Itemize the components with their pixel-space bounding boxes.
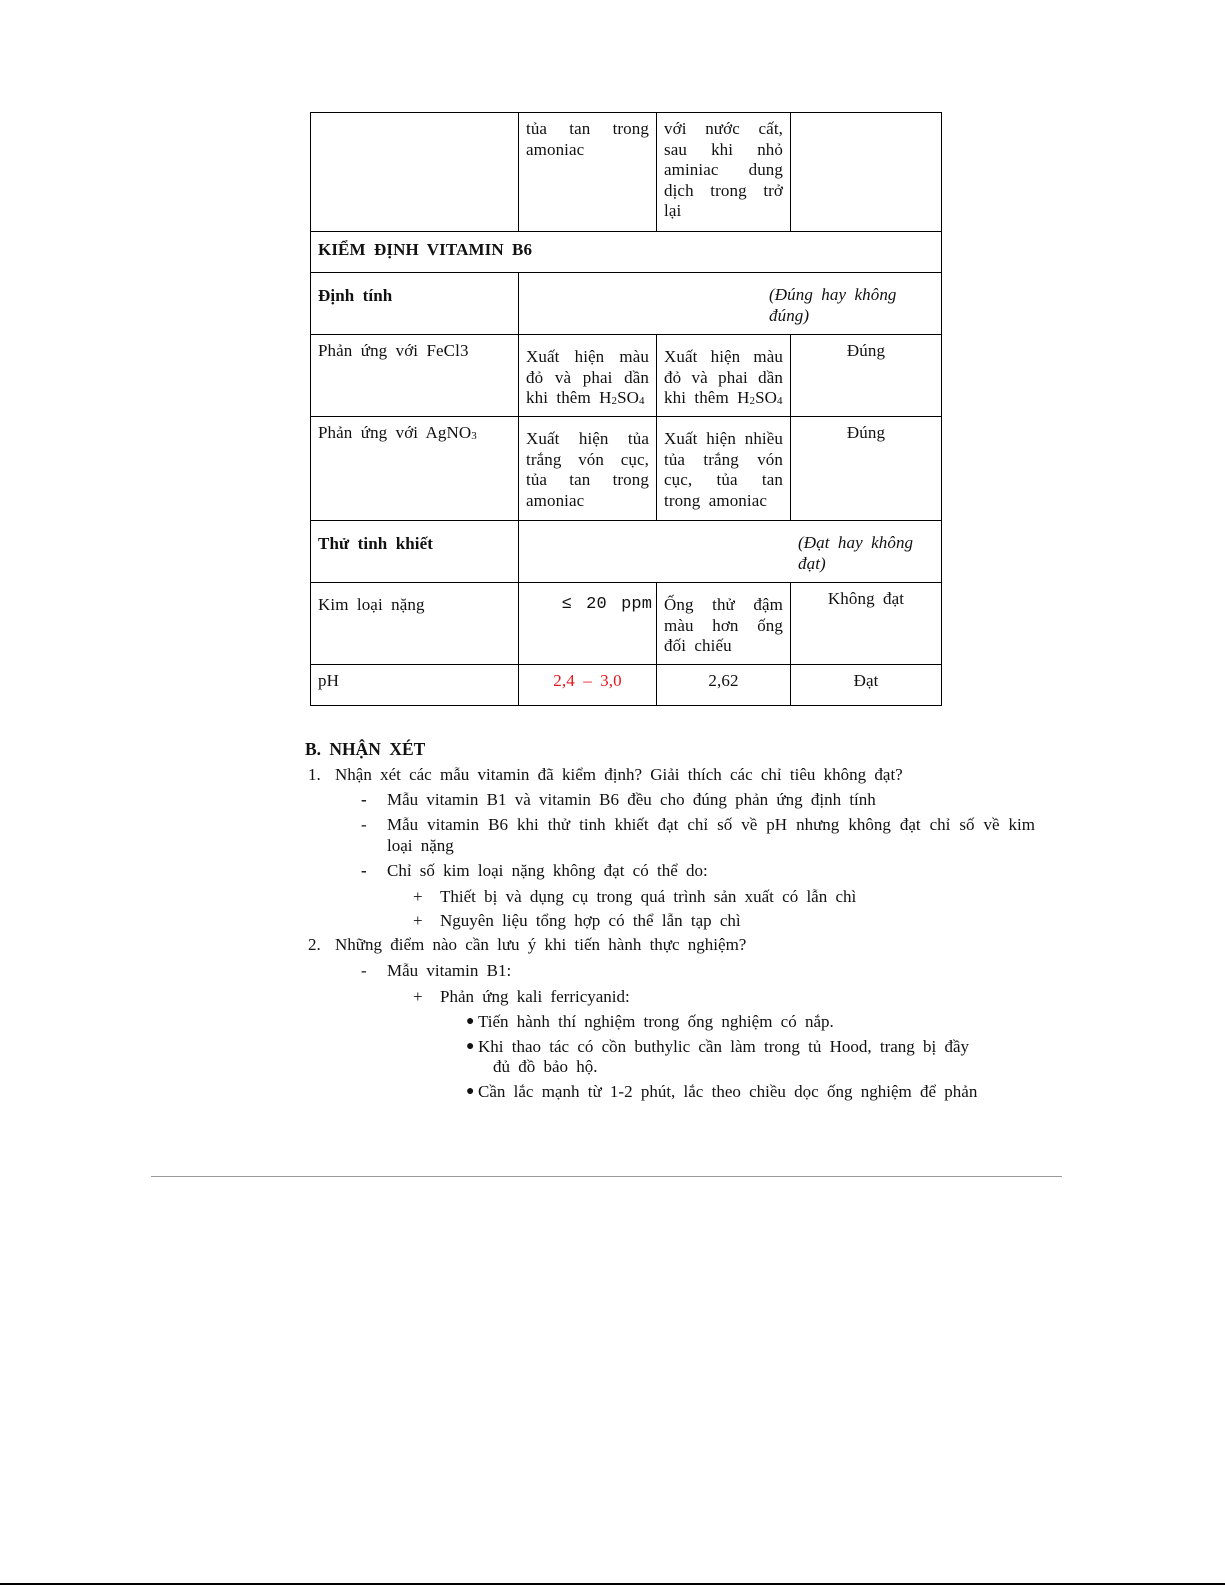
kim-loai-observed: Ống thử đậm màu hơn ống đối chiếu xyxy=(657,583,791,665)
question-2 xyxy=(305,933,1035,958)
list-item: - Chỉ số kim loại nặng không đạt có thể do: xyxy=(361,861,708,880)
fecl3-label: Phản ứng với FeCl3 xyxy=(311,335,519,417)
kim-loai-result: Không đạt xyxy=(791,583,942,665)
ph-value: 2,62 xyxy=(657,665,791,706)
bullet-icon: ● xyxy=(466,1038,475,1054)
dinh-tinh-note: (Đúng hay không đúng) xyxy=(519,273,942,335)
cell-result xyxy=(791,113,942,232)
sub-list-item: + Nguyên liệu tổng hợp có thể lẫn tạp chì xyxy=(413,911,741,930)
cell-empty xyxy=(311,113,519,232)
question-text: Những điểm nào cần lưu ý khi tiến hành thực nghiệm? xyxy=(335,935,747,954)
tinh-khiet-note: (Đạt hay không đạt) xyxy=(519,521,942,583)
question-1 xyxy=(305,763,1035,788)
section-heading: B. NHẬN XÉT xyxy=(305,739,426,759)
fecl3-observed: Xuất hiện màu đỏ và phai dần khi thêm $H_2SO_4$ xyxy=(657,335,791,417)
ph-label: pH xyxy=(311,665,519,706)
fecl3-expected: Xuất hiện màu đỏ và phai dần khi thêm $H_2SO_4$ xyxy=(519,335,657,417)
bullet-icon: ● xyxy=(466,1083,475,1099)
bullet-item: ● Khi thao tác có cồn buthylic cần làm trong tủ Hood, trang bị đầy đủ đồ bảo hộ. xyxy=(466,1036,970,1076)
table-row-continued xyxy=(311,113,942,232)
agno3-expected: Xuất hiện tủa trắng vón cục, tủa tan trong amoniac xyxy=(519,417,657,521)
section-title: KIỂM ĐỊNH VITAMIN B6 xyxy=(311,232,942,273)
ph-result: Đạt xyxy=(791,665,942,706)
tinh-khiet-label: Thử tinh khiết xyxy=(311,521,519,583)
list-item: - Mẫu vitamin B6 khi thử tinh khiết đạt chỉ số về pH nhưng không đạt chỉ số về kim loại nặng xyxy=(361,815,1035,855)
agno3-label: Phản ứng với AgNO$_3$ xyxy=(311,417,519,521)
table-row-section-title xyxy=(311,232,942,273)
page-divider xyxy=(151,1176,1062,1177)
table-row-kim-loai xyxy=(311,583,942,665)
agno3-result: Đúng xyxy=(791,417,942,521)
kim-loai-limit: ≤ 20 ppm xyxy=(519,583,657,665)
table-row-tinh-khiet xyxy=(311,521,942,583)
bullet-icon: ● xyxy=(466,1013,475,1029)
fecl3-result: Đúng xyxy=(791,335,942,417)
section-nhan-xet xyxy=(305,737,1035,1107)
bullet-item: ● Cần lắc mạnh từ 1-2 phút, lắc theo chiều dọc ống nghiệm để phản xyxy=(466,1081,978,1101)
ph-range: 2,4 – 3,0 xyxy=(519,665,657,706)
list-item: - Mẫu vitamin B1: xyxy=(361,960,512,980)
table-row-agno3 xyxy=(311,417,942,521)
table-row-dinh-tinh xyxy=(311,273,942,335)
kim-loai-label: Kim loại nặng xyxy=(311,583,519,665)
dinh-tinh-label: Định tính xyxy=(311,273,519,335)
table-row-ph xyxy=(311,665,942,706)
question-number: 2. xyxy=(308,935,321,954)
agno3-observed: Xuất hiện nhiều tủa trắng vón cục, tủa tan trong amoniac xyxy=(657,417,791,521)
sub-list-item: + Phản ứng kali ferricyanid: xyxy=(413,986,630,1006)
cell-expected: tủa tan trong amoniac xyxy=(519,113,657,232)
bullet-item: ● Tiến hành thí nghiệm trong ống nghiệm có nắp. xyxy=(466,1011,834,1031)
cell-observed: với nước cất, sau khi nhỏ aminiac dung dịch trong trở lại xyxy=(657,113,791,232)
sub-list-item: + Thiết bị và dụng cụ trong quá trình sản xuất có lẫn chì xyxy=(413,887,857,906)
question-text: Nhận xét các mẫu vitamin đã kiểm định? Giải thích các chỉ tiêu không đạt? xyxy=(335,764,903,784)
list-item: - Mẫu vitamin B1 và vitamin B6 đều cho đúng phản ứng định tính xyxy=(361,790,876,809)
question-number: 1. xyxy=(308,764,321,784)
vitamin-test-table xyxy=(310,112,942,706)
table-row-fecl3 xyxy=(311,335,942,417)
